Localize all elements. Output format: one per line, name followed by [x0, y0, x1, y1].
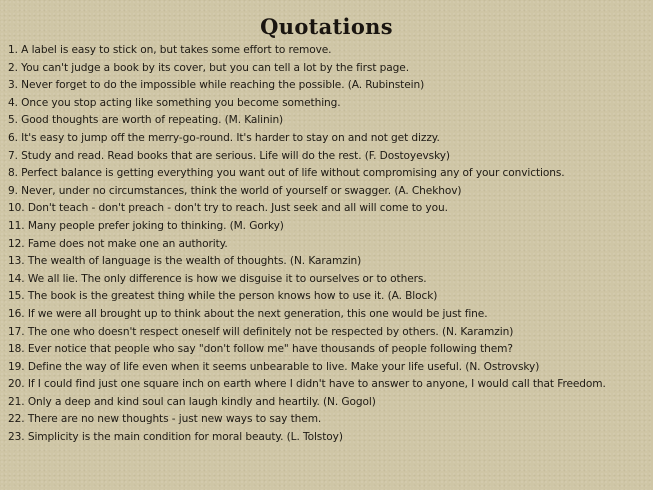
quote-item: 11. Many people prefer joking to thinking. (M. Gorky) — [8, 219, 284, 232]
quote-item: 3. Never forget to do the impossible while reaching the possible. (A. Rubinstein) — [8, 79, 425, 92]
quote-item: 14. We all lie. The only difference is how we disguise it to ourselves or to others. — [8, 272, 427, 285]
quote-item: 23. Simplicity is the main condition for moral beauty. (L. Tolstoy) — [8, 431, 343, 444]
quote-item: 18. Ever notice that people who say "don't follow me" have thousands of people following them? — [8, 343, 513, 356]
quote-item: 6. It's easy to jump off the merry-go-round. It's harder to stay on and not get dizzy. — [8, 131, 440, 144]
quote-item: 19. Define the way of life even when it seems unbearable to live. Make your life useful. (N. Ostrovsky) — [8, 360, 540, 373]
quote-item: 21. Only a deep and kind soul can laugh kindly and heartily. (N. Gogol) — [8, 395, 376, 408]
quote-item: 10. Don't teach - don't preach - don't try to reach. Just seek and all will come to you. — [8, 202, 448, 215]
page-title: Quotations — [260, 14, 393, 39]
quote-item: 17. The one who doesn't respect oneself will definitely not be respected by others. (N. Karamzin) — [8, 325, 514, 338]
quote-item: 12. Fame does not make one an authority. — [8, 237, 228, 250]
quotes-list — [8, 42, 644, 447]
quote-item: 1. A label is easy to stick on, but takes some effort to remove. — [8, 44, 332, 56]
quote-item: 5. Good thoughts are worth of repeating. (M. Kalinin) — [8, 114, 284, 127]
quote-item: 16. If we were all brought up to think about the next generation, this one would be just fine. — [8, 307, 488, 320]
quote-item: 7. Study and read. Read books that are serious. Life will do the rest. (F. Dostoyevsky) — [8, 149, 450, 162]
quote-item: 9. Never, under no circumstances, think the world of yourself or swagger. (A. Chekhov) — [8, 184, 462, 197]
quote-item: 13. The wealth of language is the wealth of thoughts. (N. Karamzin) — [8, 255, 362, 268]
quote-item: 22. There are no new thoughts - just new ways to say them. — [8, 413, 322, 426]
quote-item: 8. Perfect balance is getting everything you want out of life without compromising any of your convictions. — [8, 167, 565, 180]
quote-item: 2. You can't judge a book by its cover, but you can tell a lot by the first page. — [8, 61, 409, 74]
quote-item: 4. Once you stop acting like something you become something. — [8, 96, 341, 109]
quote-item: 15. The book is the greatest thing while the person knows how to use it. (A. Block) — [8, 290, 438, 303]
quote-item: 20. If I could find just one square inch on earth where I didn't have to answer to anyone, I would call that Freedom. — [8, 378, 606, 391]
